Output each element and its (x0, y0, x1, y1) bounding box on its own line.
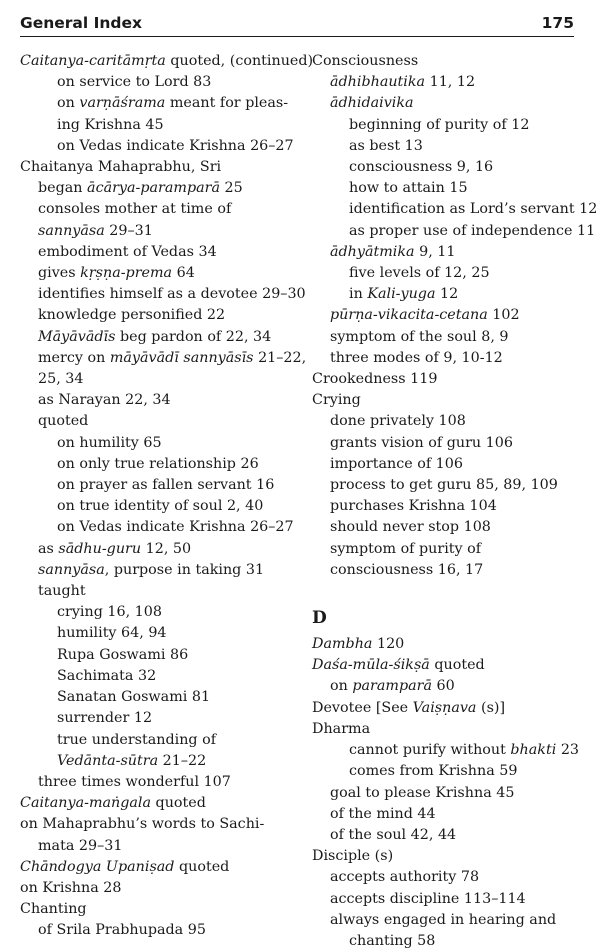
entry-text: process to get guru 85, 89, 109 (330, 477, 558, 494)
index-subentry (312, 889, 582, 910)
entry-text: importance of 106 (330, 455, 463, 472)
entry-text: 21–22, (253, 349, 307, 366)
index-subentry (20, 560, 300, 581)
italic-term: pūrṇa-vikacita-cetana (330, 307, 488, 324)
italic-term: māyāvādī sannyāsīs (109, 349, 254, 366)
index-subentry (312, 761, 582, 782)
entry-text: as best 13 (349, 137, 423, 154)
entry-text: mata 29–31 (38, 837, 123, 854)
entry-text: of the mind 44 (330, 805, 436, 822)
index-subentry (20, 475, 300, 496)
entry-text: in (349, 286, 368, 303)
index-subentry (312, 157, 582, 178)
index-subentry (312, 825, 582, 846)
index-entry (20, 899, 300, 920)
entry-text: Sachimata 32 (57, 667, 157, 684)
entry-text: identification as Lord’s servant 12 (349, 201, 598, 218)
left-index-column (20, 51, 314, 942)
entry-text: beginning of purity of 12 (349, 116, 530, 133)
index-subentry (312, 305, 582, 326)
index-subentry (20, 263, 300, 284)
entry-text: consciousness 9, 16 (349, 159, 494, 176)
entry-text: done privately 108 (330, 413, 466, 430)
entry-text: on (57, 95, 80, 112)
entry-text: chanting 58 (349, 932, 436, 949)
index-entry (20, 157, 300, 178)
entry-text: Crying (312, 392, 361, 409)
italic-term: Kali-yuga (367, 286, 436, 303)
header-rule (20, 36, 574, 37)
italic-term: Daśa-mūla-śikṣā (312, 657, 430, 674)
entry-text: gives (38, 265, 81, 282)
index-entry (312, 390, 582, 411)
entry-text: on Vedas indicate Krishna 26–27 (57, 137, 294, 154)
index-subentry (20, 221, 300, 242)
entry-text: accepts discipline 113–114 (330, 890, 526, 907)
running-header (20, 12, 574, 36)
entry-text: should never stop 108 (330, 519, 491, 536)
index-subentry (312, 496, 582, 517)
index-subentry (312, 539, 582, 560)
index-subentry (20, 305, 300, 326)
index-subentry (312, 740, 582, 761)
index-entry (20, 793, 300, 814)
entry-text: purchases Krishna 104 (330, 498, 497, 515)
entry-text: how to attain 15 (349, 180, 468, 197)
index-subentry (312, 931, 582, 952)
entry-text: embodiment of Vedas 34 (38, 243, 217, 260)
section-spacer (312, 581, 582, 602)
index-subentry (312, 560, 582, 581)
index-entry (312, 634, 582, 655)
entry-text: 29–31 (104, 222, 153, 239)
index-subentry (20, 730, 300, 751)
entry-text: identifies himself as a devotee 29–30 (38, 286, 306, 303)
italic-term: varṇāśrama (79, 95, 166, 112)
entry-text: on true identity of soul 2, 40 (57, 498, 264, 515)
entry-text: quoted (38, 413, 89, 430)
entry-text: as Narayan 22, 34 (38, 392, 171, 409)
entry-text: crying 16, 108 (57, 604, 162, 621)
index-subentry (20, 602, 300, 623)
entry-text: on Vedas indicate Krishna 26–27 (57, 519, 294, 536)
entry-text: quoted, (continued) (165, 53, 314, 69)
index-subentry (20, 645, 300, 666)
entry-text: three times wonderful 107 (38, 773, 231, 790)
italic-term: ādhidaivika (330, 95, 414, 112)
italic-term: Vaiṣṇava (412, 699, 477, 716)
entry-text: taught (38, 583, 86, 600)
entry-text: 64 (172, 265, 195, 282)
index-subentry (20, 369, 300, 390)
italic-term: Chāndogya Upaniṣad (20, 858, 175, 875)
italic-term: ācārya-paramparā (87, 180, 220, 197)
index-subentry (312, 136, 582, 157)
entry-text: meant for pleas- (165, 95, 289, 112)
index-subentry (312, 221, 596, 242)
index-entry (312, 369, 582, 390)
entry-text: Disciple (s) (312, 848, 394, 865)
entry-text: Rupa Goswami 86 (57, 646, 189, 663)
italic-term: Vedānta-sūtra (57, 752, 159, 769)
italic-term: sannyāsa (38, 222, 105, 239)
entry-text: 25 (220, 180, 243, 197)
index-subentry (20, 666, 300, 687)
entry-text: humility 64, 94 (57, 625, 167, 642)
entry-text: knowledge personified 22 (38, 307, 226, 324)
index-subentry (312, 178, 582, 199)
index-subentry (312, 115, 582, 136)
index-subentry (20, 348, 307, 369)
index-subentry (312, 327, 582, 348)
index-entry (312, 719, 582, 740)
index-subentry (20, 433, 300, 454)
entry-text: on Mahaprabhu’s words to Sachi- (20, 816, 265, 833)
entry-text: 12, 50 (141, 540, 192, 557)
index-subentry (312, 910, 582, 931)
entry-text: mercy on (38, 349, 110, 366)
index-subentry (20, 517, 300, 538)
entry-text: 21–22 (158, 752, 207, 769)
index-subentry (20, 178, 300, 199)
italic-term: Dambha (312, 636, 373, 653)
entry-text: 102 (487, 307, 520, 324)
index-subentry (20, 708, 300, 729)
entry-text: goal to please Krishna 45 (330, 784, 515, 801)
entry-text: 25, 34 (38, 371, 84, 388)
index-subentry (312, 804, 582, 825)
index-subentry (312, 676, 582, 697)
index-subentry (20, 327, 300, 348)
entry-text: 120 (372, 636, 405, 653)
index-subentry (20, 411, 300, 432)
index-subentry (20, 199, 300, 220)
entry-text: symptom of purity of (330, 540, 482, 557)
entry-text: 9, 11 (414, 243, 456, 260)
index-subentry (20, 687, 300, 708)
index-entry (20, 51, 314, 72)
section-title: General Index (20, 14, 143, 32)
index-entry (20, 814, 300, 835)
index-subentry (312, 263, 582, 284)
entry-text: began (38, 180, 88, 197)
entry-text: (s)] (476, 699, 506, 716)
entry-text: Chanting (20, 901, 87, 918)
entry-text: on Krishna 28 (20, 879, 122, 896)
index-subentry (312, 199, 598, 220)
entry-text: ing Krishna 45 (57, 116, 164, 133)
index-subentry (20, 242, 300, 263)
entry-text: on prayer as fallen servant 16 (57, 477, 275, 494)
index-subentry (20, 284, 306, 305)
entry-text: 12 (435, 286, 459, 303)
entry-text: accepts authority 78 (330, 869, 480, 886)
entry-text: consciousness 16, 17 (330, 561, 484, 578)
entry-text: consoles mother at time of (38, 201, 232, 218)
index-subentry (20, 496, 300, 517)
index-subentry (20, 836, 300, 857)
entry-text: three modes of 9, 10-12 (330, 349, 503, 366)
entry-text: as (38, 540, 59, 557)
entry-text: quoted (429, 657, 485, 674)
entry-text: always engaged in hearing and (330, 911, 557, 928)
entry-text: 23 (556, 742, 580, 759)
entry-text: on (330, 678, 353, 695)
index-subentry (312, 242, 582, 263)
index-subentry (20, 623, 300, 644)
entry-text: as proper use of independence 11 (349, 222, 596, 239)
index-subentry (312, 284, 582, 305)
right-index-column (312, 51, 598, 952)
italic-term: bhakti (510, 742, 557, 759)
index-entry (312, 655, 582, 676)
index-subentry (20, 390, 300, 411)
index-subentry (20, 454, 300, 475)
entry-text: on service to Lord 83 (57, 74, 212, 91)
italic-term: ādhyātmika (330, 243, 415, 260)
entry-text: surrender 12 (57, 710, 153, 727)
index-subentry (20, 115, 300, 136)
entry-text: Dharma (312, 720, 371, 737)
entry-text: quoted (151, 795, 206, 812)
index-subentry (20, 920, 300, 941)
entry-text: comes from Krishna 59 (349, 763, 518, 780)
entry-text: Consciousness (312, 53, 419, 69)
italic-term: Caitanya-caritāmṛta (20, 53, 166, 69)
italic-term: sannyāsa (38, 561, 105, 578)
index-subentry (312, 517, 582, 538)
index-subentry (312, 783, 582, 804)
index-entry (312, 698, 582, 719)
entry-text: of Srila Prabhupada 95 (38, 922, 206, 939)
index-subentry (20, 93, 300, 114)
italic-term: Māyāvādīs (38, 328, 116, 345)
entry-text: 11, 12 (425, 74, 476, 91)
italic-term: kṛṣṇa-prema (80, 265, 173, 282)
index-letter-heading: D (312, 608, 327, 629)
index-subentry (20, 581, 300, 602)
index-subentry (312, 454, 582, 475)
entry-text: symptom of the soul 8, 9 (330, 328, 509, 345)
italic-term: paramparā (352, 678, 432, 695)
index-entry (20, 857, 300, 878)
entry-text: of the soul 42, 44 (330, 826, 457, 843)
index-subentry (312, 433, 582, 454)
page-number: 175 (541, 14, 574, 32)
index-subentry (20, 751, 300, 772)
entry-text: 60 (432, 678, 455, 695)
entry-text: quoted (174, 858, 230, 875)
index-subentry (312, 93, 582, 114)
entry-text: grants vision of guru 106 (330, 434, 513, 451)
index-entry (20, 878, 300, 899)
italic-term: Caitanya-maṅgala (20, 795, 152, 812)
entry-text: Crookedness 119 (312, 371, 438, 388)
index-subentry (312, 867, 582, 888)
entry-text: on humility 65 (57, 434, 162, 451)
entry-text: Sanatan Goswami 81 (57, 689, 211, 706)
index-subentry (20, 72, 300, 93)
index-subentry (312, 72, 582, 93)
entry-text: , purpose in taking 31 (104, 561, 265, 578)
index-subentry (20, 539, 300, 560)
entry-text: five levels of 12, 25 (349, 265, 490, 282)
index-subentry (312, 411, 582, 432)
index-subentry (312, 348, 582, 369)
italic-term: ādhibhautika (330, 74, 426, 91)
index-subentry (312, 475, 582, 496)
entry-text: Devotee [See (312, 699, 413, 716)
entry-text: on only true relationship 26 (57, 455, 259, 472)
entry-text: true understanding of (57, 731, 216, 748)
entry-text: beg pardon of 22, 34 (115, 328, 272, 345)
index-subentry (20, 772, 300, 793)
index-subentry (20, 136, 300, 157)
index-entry (312, 51, 582, 72)
index-entry (312, 846, 582, 867)
entry-text: Chaitanya Mahaprabhu, Sri (20, 159, 222, 176)
entry-text: cannot purify without (349, 742, 511, 759)
italic-term: sādhu-guru (58, 540, 142, 557)
